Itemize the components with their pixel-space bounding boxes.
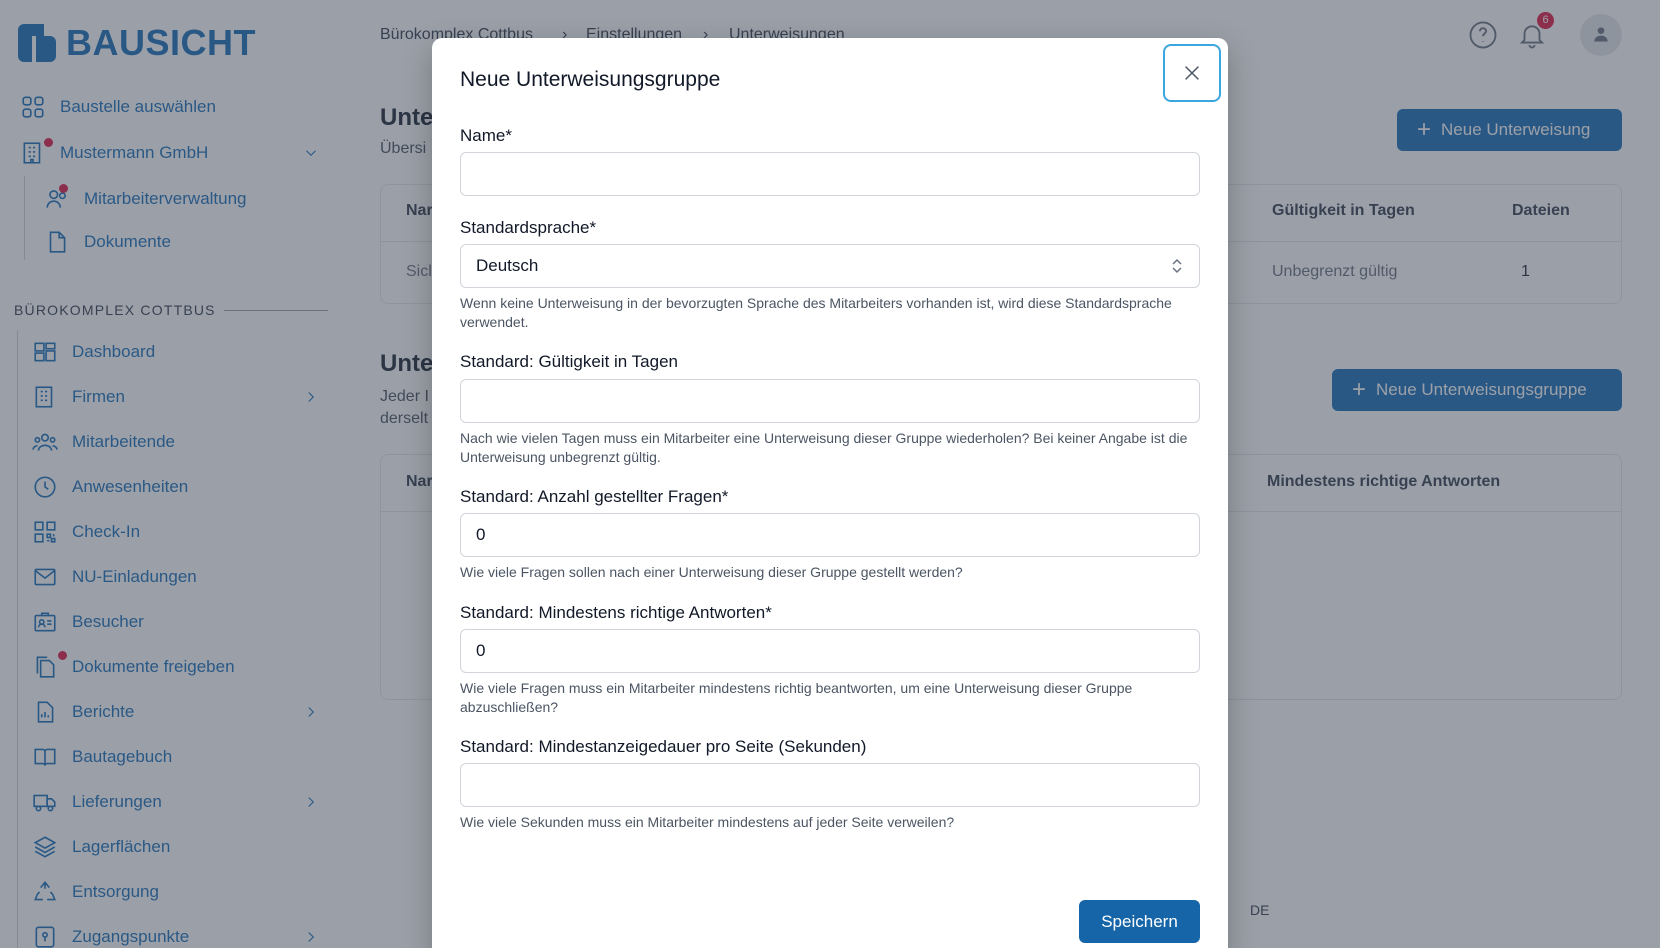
validity-days-input[interactable] (460, 379, 1200, 423)
name-label: Name* (460, 126, 512, 145)
save-button[interactable]: Speichern (1079, 900, 1200, 943)
name-input[interactable] (460, 152, 1200, 196)
default-language-value: Deutsch (476, 256, 539, 275)
question-count-help: Wie viele Fragen sollen nach einer Unterweisung dieser Gruppe gestellt werden? (460, 564, 963, 580)
default-language-select[interactable] (460, 244, 1200, 288)
chevron-up-down-icon (1170, 256, 1184, 276)
default-language-help: Wenn keine Unterweisung in der bevorzugten Sprache des Mitarbeiters vorhanden ist, wird diese Standardsprache verwendet. (460, 295, 1172, 330)
min-correct-input[interactable] (460, 629, 1200, 673)
close-button[interactable] (1163, 44, 1221, 102)
default-language-label: Standardsprache* (460, 218, 597, 237)
min-display-duration-label: Standard: Mindestanzeigedauer pro Seite (Sekunden) (460, 737, 867, 756)
validity-help: Nach wie vielen Tagen muss ein Mitarbeiter eine Unterweisung dieser Gruppe wiederholen? Bei keiner Angabe ist die Unterweisung unbegrenzt gültig. (460, 430, 1188, 465)
min-correct-help: Wie viele Fragen muss ein Mitarbeiter mindestens richtig beantworten, um eine Unterweisung dieser Gruppe abzuschließen? (460, 680, 1133, 715)
close-icon (1181, 62, 1203, 84)
question-count-label: Standard: Anzahl gestellter Fragen* (460, 487, 729, 506)
min-correct-label: Standard: Mindestens richtige Antworten* (460, 603, 772, 622)
dialog-title: Neue Unterweisungsgruppe (460, 68, 721, 91)
min-display-duration-input[interactable] (460, 763, 1200, 807)
question-count-input[interactable] (460, 513, 1200, 557)
min-display-duration-help: Wie viele Sekunden muss ein Mitarbeiter mindestens auf jeder Seite verweilen? (460, 814, 955, 830)
new-instruction-group-dialog (432, 38, 1228, 948)
validity-label: Standard: Gültigkeit in Tagen (460, 352, 678, 371)
